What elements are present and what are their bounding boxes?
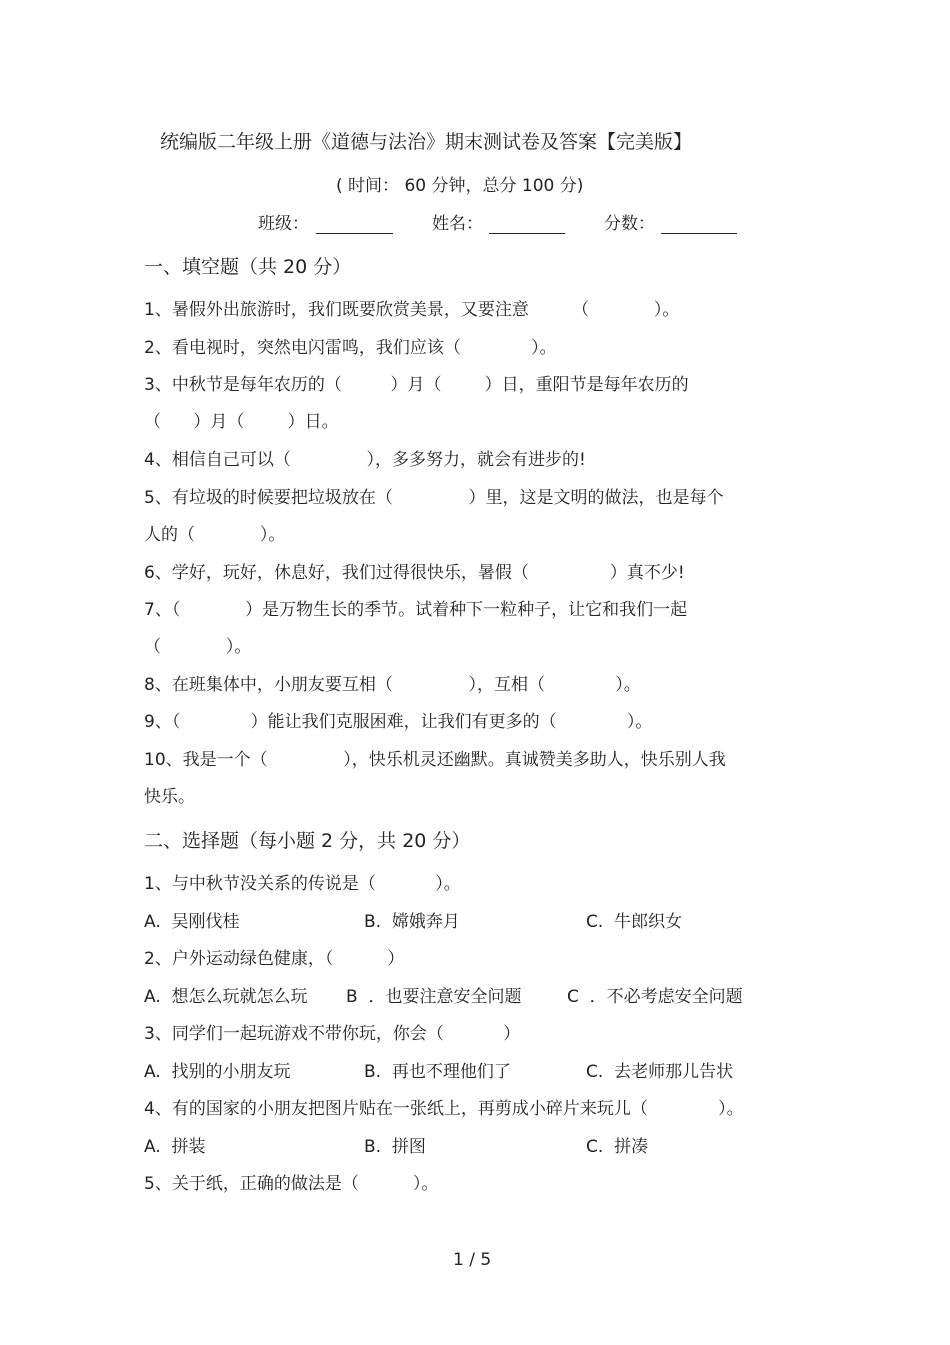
fill-line: 6、学好，玩好，休息好，我们过得很快乐，暑假（ ）真不少! [144,563,685,583]
score-label: 分数： [604,214,655,234]
fill-line: （ ）。 [144,637,252,657]
option-c: C. 牛郎织女 [586,912,683,932]
fill-line: 7、（ ）是万物生长的季节。试着种下一粒种子，让它和我们一起 [144,600,688,620]
option-a: A. 想怎么玩就怎么玩 [144,987,308,1007]
fill-line: 8、在班集体中，小朋友要互相（ ），互相（ ）。 [144,675,641,695]
option-b: B. 拼图 [364,1137,426,1157]
option-b: B. 再也不理他们了 [364,1062,511,1082]
question-stem: 5、关于纸，正确的做法是（ ）。 [144,1174,439,1194]
fill-line: 2、看电视时，突然电闪雷鸣，我们应该（ ）。 [144,338,557,358]
fill-line: 4、相信自己可以（ ），多多努力，就会有进步的! [144,450,586,470]
option-a: A. 吴刚伐桂 [144,912,240,932]
option-b: B. 嫦娥奔月 [364,912,460,932]
option-c: C. 去老师那儿告状 [586,1062,734,1082]
fill-line: 人的（ ）。 [144,525,286,545]
page-number: 1 / 5 [453,1250,492,1270]
question-stem: 2、户外运动绿色健康，（ ） [144,949,405,969]
class-label: 班级： [258,214,309,234]
option-b: B ．也要注意安全问题 [346,987,522,1007]
fill-line: 1、暑假外出旅游时，我们既要欣赏美景，又要注意 （ ）。 [144,300,680,320]
section2-heading: 二、选择题（每小题 2 分，共 20 分） [144,830,471,852]
document-title: 统编版二年级上册《道德与法治》期末测试卷及答案【完美版】 [160,131,693,153]
option-c: C ．不必考虑安全问题 [567,987,743,1007]
score-blank [661,233,737,234]
option-a: A. 找别的小朋友玩 [144,1062,291,1082]
time-info: ( 时间： 60 分钟，总分 100 分) [336,176,584,196]
fill-line: 10、我是一个（ ），快乐机灵还幽默。真诚赞美多助人，快乐别人我 [144,750,726,770]
fill-line: 5、有垃圾的时候要把垃圾放在（ ）里，这是文明的做法，也是每个 [144,488,724,508]
question-stem: 3、同学们一起玩游戏不带你玩，你会（ ） [144,1024,521,1044]
name-blank [489,233,565,234]
fill-line: （ ）月（ ）日。 [144,412,339,432]
section1-heading: 一、填空题（共 20 分） [144,256,352,278]
option-a: A. 拼装 [144,1137,206,1157]
name-label: 姓名： [432,214,483,234]
option-c: C. 拼凑 [586,1137,649,1157]
question-stem: 1、与中秋节没关系的传说是（ ）。 [144,874,461,894]
fill-line: 3、中秋节是每年农历的（ ）月（ ）日，重阳节是每年农历的 [144,375,689,395]
fill-line: 9、（ ）能让我们克服困难，让我们有更多的（ ）。 [144,712,653,732]
class-blank [316,233,393,234]
question-stem: 4、有的国家的小朋友把图片贴在一张纸上，再剪成小碎片来玩儿（ ）。 [144,1099,744,1119]
fill-line: 快乐。 [144,787,195,807]
